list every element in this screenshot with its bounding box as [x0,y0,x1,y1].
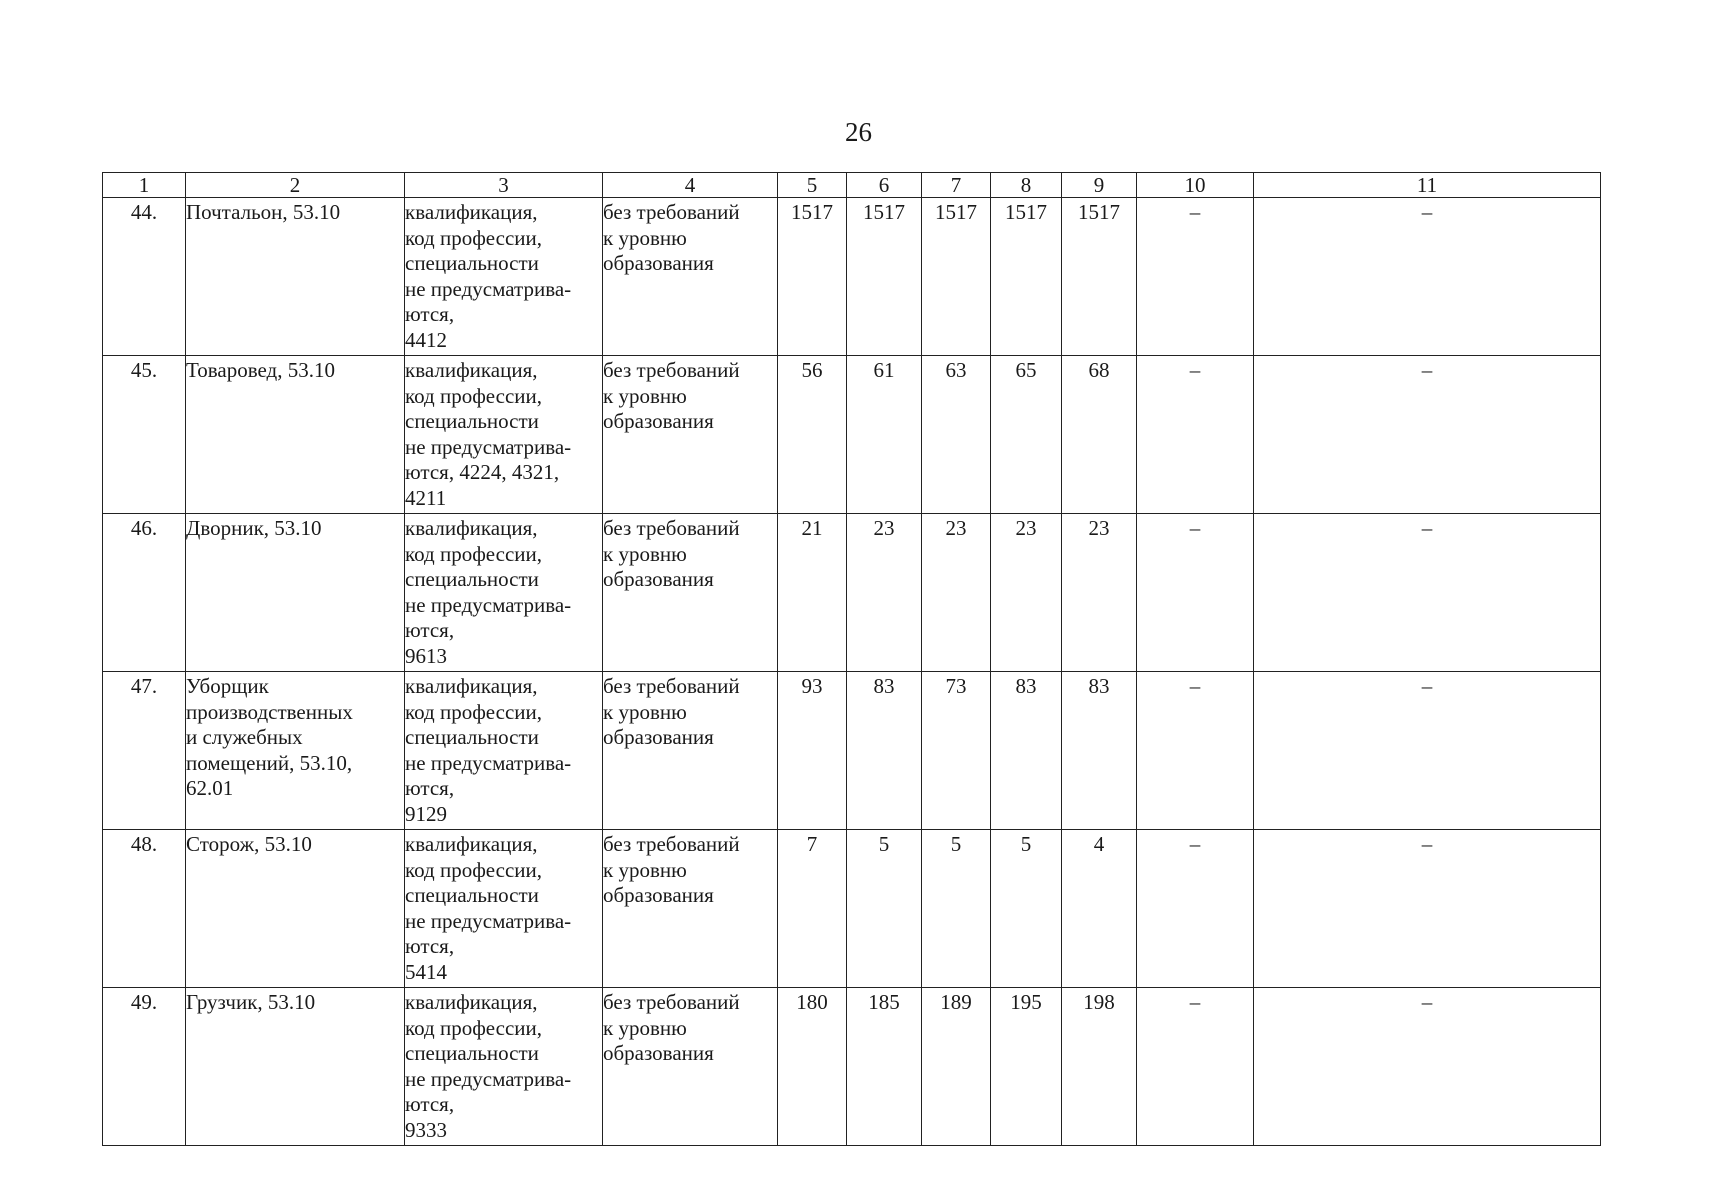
value-cell: 1517 [922,198,991,356]
column-header: 4 [603,173,778,198]
value-cell: 195 [991,988,1062,1146]
education-text: без требований к уровню образования [603,198,778,356]
education-text: без требований к уровню образования [603,988,778,1146]
profession-name: Дворник, 53.10 [186,514,405,672]
column-header: 8 [991,173,1062,198]
value-cell: 198 [1062,988,1137,1146]
education-text: без требований к уровню образования [603,356,778,514]
profession-name: Уборщик производственных и служебных помещений, 53.10, 62.01 [186,672,405,830]
value-cell: 23 [922,514,991,672]
page-number: 26 [845,117,872,147]
column-header: 7 [922,173,991,198]
qualification-text: квалификация, код профессии, специальности не предусматрива- ются, 4224, 4321, 4211 [405,356,603,514]
education-text: без требований к уровню образования [603,514,778,672]
value-cell: 63 [922,356,991,514]
column-header: 11 [1254,173,1601,198]
profession-name: Почтальон, 53.10 [186,198,405,356]
column-header: 10 [1137,173,1254,198]
column-header: 2 [186,173,405,198]
row-number: 49. [103,988,186,1146]
col11-cell: – [1254,988,1601,1146]
row-number: 45. [103,356,186,514]
qualification-text: квалификация, код профессии, специальности не предусматрива- ются, 4412 [405,198,603,356]
qualification-text: квалификация, код профессии, специальности не предусматрива- ются, 9613 [405,514,603,672]
value-cell: 83 [991,672,1062,830]
education-text: без требований к уровню образования [603,672,778,830]
column-header: 9 [1062,173,1137,198]
value-cell: 180 [778,988,847,1146]
profession-name: Сторож, 53.10 [186,830,405,988]
column-header: 6 [847,173,922,198]
profession-name: Товаровед, 53.10 [186,356,405,514]
value-cell: 1517 [778,198,847,356]
table-row [103,830,1601,988]
value-cell: 73 [922,672,991,830]
table-row [103,514,1601,672]
value-cell: 23 [1062,514,1137,672]
row-number: 48. [103,830,186,988]
value-cell: 61 [847,356,922,514]
value-cell: 83 [1062,672,1137,830]
qualification-text: квалификация, код профессии, специальности не предусматрива- ются, 5414 [405,830,603,988]
education-text: без требований к уровню образования [603,830,778,988]
qualification-text: квалификация, код профессии, специальности не предусматрива- ются, 9129 [405,672,603,830]
col11-cell: – [1254,514,1601,672]
value-cell: 5 [991,830,1062,988]
profession-name: Грузчик, 53.10 [186,988,405,1146]
column-header: 1 [103,173,186,198]
col10-cell: – [1137,198,1254,356]
value-cell: 1517 [847,198,922,356]
value-cell: 1517 [991,198,1062,356]
value-cell: 93 [778,672,847,830]
value-cell: 23 [847,514,922,672]
col11-cell: – [1254,672,1601,830]
data-table [102,172,1601,1146]
column-header: 3 [405,173,603,198]
table-row [103,198,1601,356]
row-number: 44. [103,198,186,356]
col11-cell: – [1254,356,1601,514]
header-row [103,173,1601,198]
value-cell: 7 [778,830,847,988]
value-cell: 5 [847,830,922,988]
value-cell: 65 [991,356,1062,514]
col10-cell: – [1137,988,1254,1146]
col10-cell: – [1137,514,1254,672]
value-cell: 5 [922,830,991,988]
value-cell: 189 [922,988,991,1146]
col11-cell: – [1254,830,1601,988]
col10-cell: – [1137,672,1254,830]
value-cell: 68 [1062,356,1137,514]
row-number: 47. [103,672,186,830]
value-cell: 56 [778,356,847,514]
col10-cell: – [1137,830,1254,988]
col11-cell: – [1254,198,1601,356]
value-cell: 83 [847,672,922,830]
qualification-text: квалификация, код профессии, специальности не предусматрива- ются, 9333 [405,988,603,1146]
column-header: 5 [778,173,847,198]
value-cell: 1517 [1062,198,1137,356]
value-cell: 185 [847,988,922,1146]
value-cell: 4 [1062,830,1137,988]
table-row [103,672,1601,830]
table-row [103,988,1601,1146]
value-cell: 23 [991,514,1062,672]
col10-cell: – [1137,356,1254,514]
row-number: 46. [103,514,186,672]
table-row [103,356,1601,514]
value-cell: 21 [778,514,847,672]
